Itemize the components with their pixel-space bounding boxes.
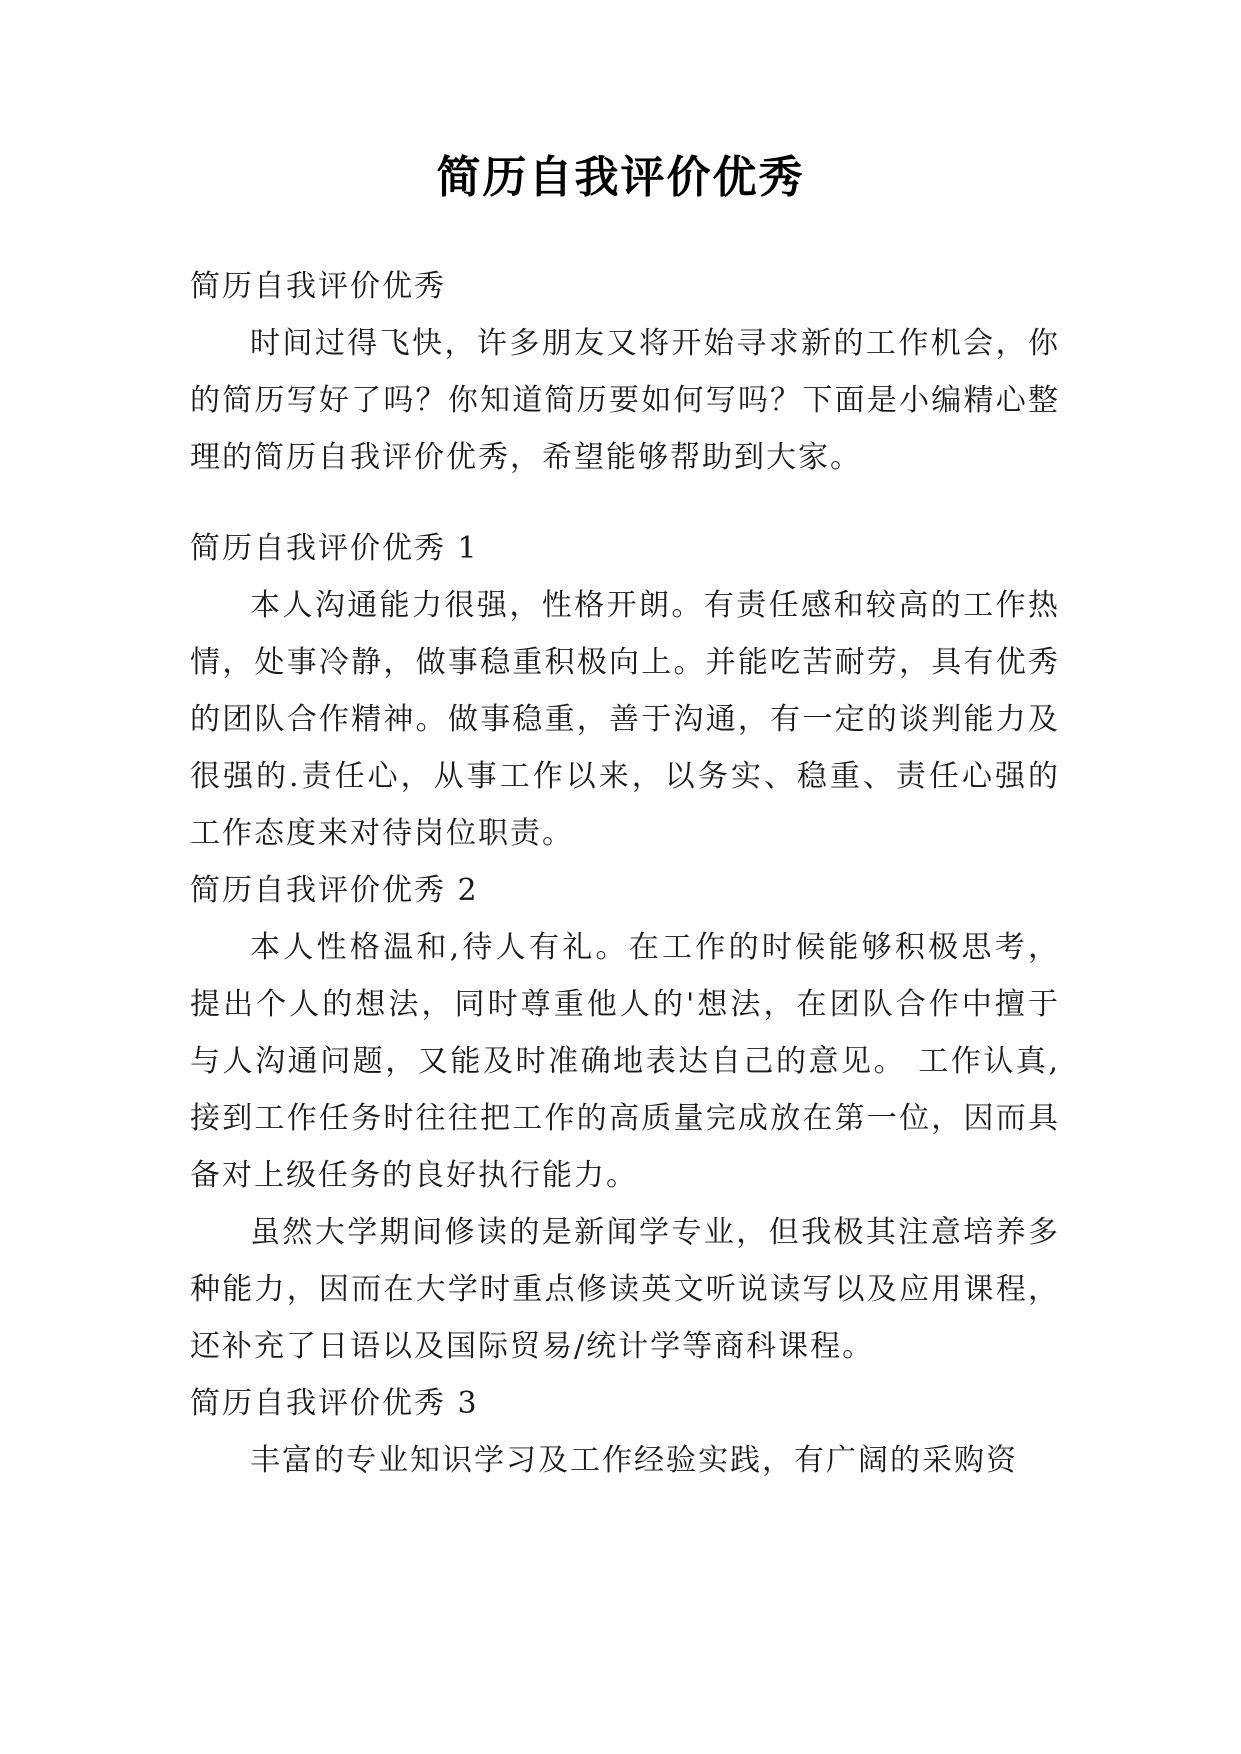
section-2-paragraph-1: 本人性格温和,待人有礼。在工作的时候能够积极思考，提出个人的想法，同时尊重他人的'想法，在团队合作中擅于与人沟通问题，又能及时准确地表达自己的意见。 工作认真,接到工作任务时往往把工作的高质量完成放在第一位，因而具备对上级任务的良好执行能力。 [190,930,1060,1193]
section-heading-2: 简历自我评价优秀 2 [190,873,479,908]
document-body [190,258,1060,1489]
intro-paragraph: 时间过得飞快，许多朋友又将开始寻求新的工作机会，你的简历写好了吗？你知道简历要如何写吗？下面是小编精心整理的简历自我评价优秀，希望能够帮助到大家。 [190,326,1060,475]
section-heading-1: 简历自我评价优秀 1 [190,531,479,566]
section-3-paragraph-1: 丰富的专业知识学习及工作经验实践，有广阔的采购资 [250,1443,1018,1478]
document-title: 简历自我评价优秀 [436,152,805,203]
section-2-paragraph-2: 虽然大学期间修读的是新闻学专业，但我极其注意培养多种能力，因而在大学时重点修读英文听说读写以及应用课程，还补充了日语以及国际贸易/统计学等商科课程。 [190,1215,1060,1364]
section-spacer [190,486,1060,520]
section-1-paragraph-1: 本人沟通能力很强，性格开朗。有责任感和较高的工作热情，处事冷静，做事稳重积极向上。并能吃苦耐劳，具有优秀的团队合作精神。做事稳重，善于沟通，有一定的谈判能力及很强的.责任心，从事工作以来，以务实、稳重、责任心强的工作态度来对待岗位职责。 [190,588,1060,851]
section-heading-3: 简历自我评价优秀 3 [190,1386,479,1421]
intro-heading: 简历自我评价优秀 [190,269,446,304]
